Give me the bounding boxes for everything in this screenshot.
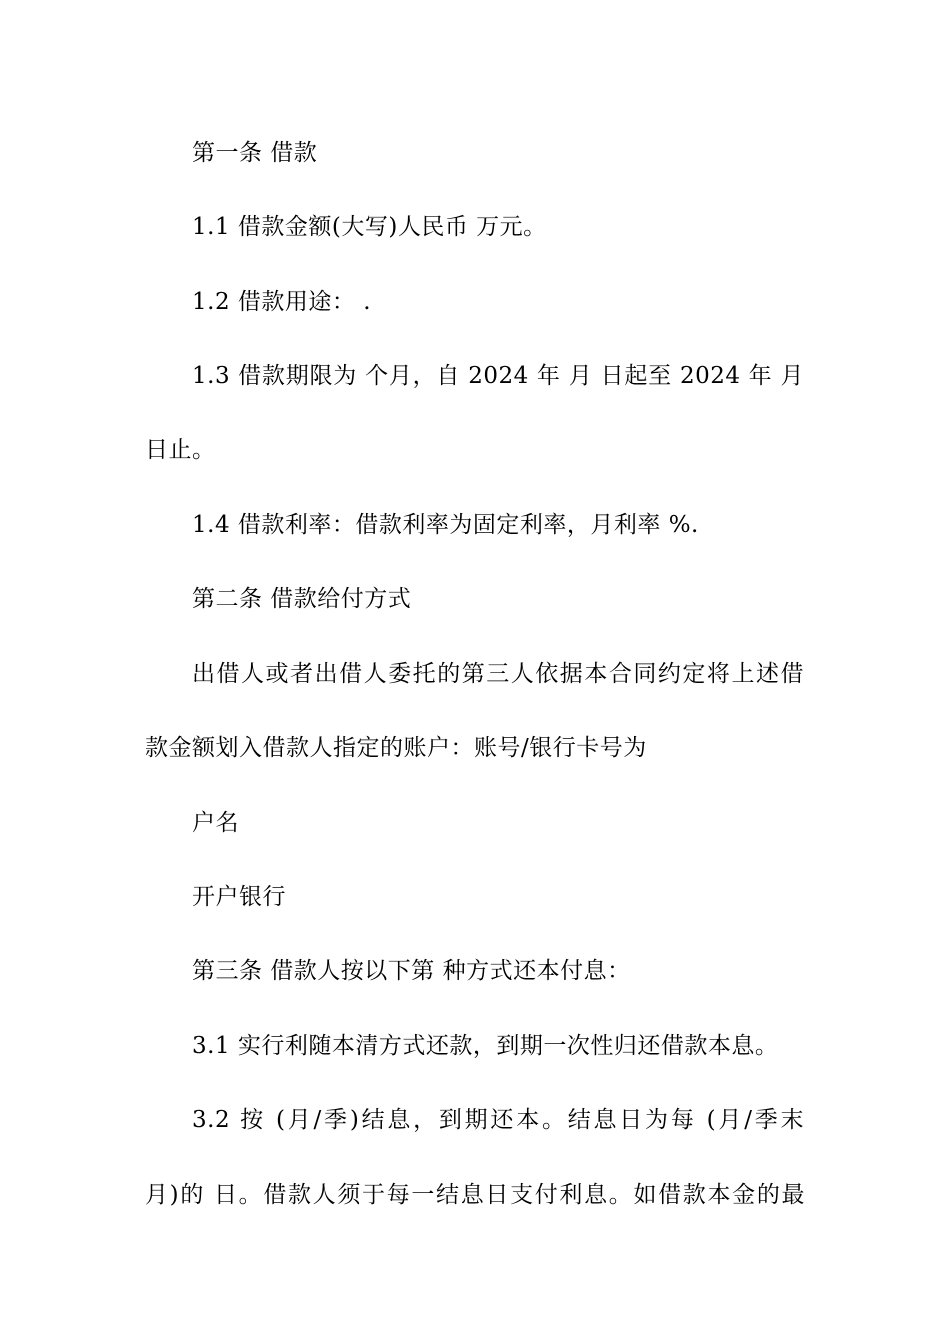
clause-3-1: 3.1 实行利随本清方式还款，到期一次性归还借款本息。 xyxy=(192,1033,779,1059)
article-3-heading: 第三条 借款人按以下第 种方式还本付息： xyxy=(192,958,631,984)
clause-1-3-line-1: 1.3 借款期限为 个月，自 2024 年 月 日起至 2024 年 月 xyxy=(192,363,804,389)
clause-1-3-line-2: 日止。 xyxy=(145,437,216,463)
clause-1-4: 1.4 借款利率：借款利率为固定利率，月利率 %. xyxy=(192,512,699,538)
bank-label: 开户银行 xyxy=(192,884,286,910)
clause-1-2: 1.2 借款用途： . xyxy=(192,289,372,315)
clause-3-2-line-2: 月)的 日。借款人须于每一结息日支付利息。如借款本金的最 xyxy=(145,1182,805,1208)
clause-3-2-line-1: 3.2 按 (月/季)结息，到期还本。结息日为每 (月/季末 xyxy=(192,1107,804,1133)
article-1-heading: 第一条 借款 xyxy=(192,140,318,166)
article-2-paragraph-line-2: 款金额划入借款人指定的账户：账号/银行卡号为 xyxy=(145,735,647,761)
article-2-heading: 第二条 借款给付方式 xyxy=(192,586,412,612)
account-name-label: 户名 xyxy=(192,810,239,836)
clause-1-1: 1.1 借款金额(大写)人民币 万元。 xyxy=(192,214,547,240)
article-2-paragraph-line-1: 出借人或者出借人委托的第三人依据本合同约定将上述借 xyxy=(192,661,804,687)
